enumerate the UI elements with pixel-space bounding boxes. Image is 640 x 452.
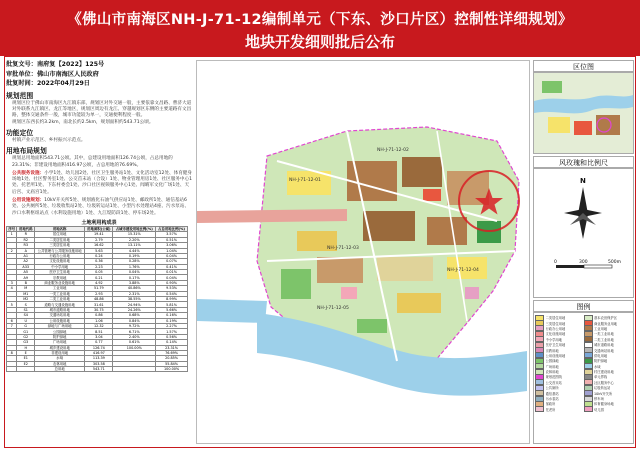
table-cell: 工业用地: [35, 286, 85, 291]
table-cell: 3.57%: [156, 232, 188, 237]
legend-label: 一类工业用地: [594, 332, 614, 337]
legend-label: 宗教用地: [545, 348, 559, 353]
table-cell: 23.31%: [156, 345, 188, 350]
table-cell: G3: [17, 340, 35, 345]
table-cell: 3: [7, 280, 17, 285]
table-cell: [113, 367, 156, 372]
table-cell: 0.01%: [156, 270, 188, 275]
table-cell: 76.69%: [156, 350, 188, 355]
table-cell: 13.11%: [113, 243, 156, 248]
table-cell: 0.56%: [156, 334, 188, 339]
table-cell: 0.86: [85, 313, 113, 318]
table-cell: 303.58: [85, 361, 113, 366]
land-text: 规划总用地面积543.71公顷。其中，总建设用地面积126.74公顷，占总用地的23.31%；非建设用地面积416.97公顷，占总用地的76.69%。: [12, 156, 173, 168]
industrial-block-2: [402, 157, 442, 187]
table-cell: R: [17, 232, 35, 237]
table-cell: 3.04: [85, 334, 113, 339]
table-cell: 道路与交通设施用地: [35, 302, 85, 307]
table-cell: E: [17, 350, 35, 355]
table-cell: 绿地与广场用地: [35, 323, 85, 328]
scope-text: 规划区位于佛山市南海区九江镇东部，规划区对外交通一般，主要依靠文昌路、曹济大道对外联系九江镇区、龙江等地区，规划区周边有龙江、穿越规划区东侧的主要道路有文昌路，整体交通条件一般，城市功能较为单一，交通便利程度一般。: [12, 100, 192, 119]
table-cell: 6.71%: [113, 329, 156, 334]
scope-text-2: 规划区东西长约3.2km，南北长约2.5km，规划面积约543.71公顷。: [12, 119, 154, 125]
table-cell: M2: [17, 297, 35, 302]
table-cell: 2.79: [85, 237, 113, 242]
table-cell: 416.97: [85, 350, 113, 355]
table-cell: H: [17, 345, 35, 350]
scale-heading: 风玫瑰和比例尺: [533, 156, 634, 168]
table-cell: 0.19%: [156, 318, 188, 323]
table-cell: 0.19%: [113, 253, 156, 258]
legend-label: 公交首末站: [545, 380, 562, 385]
table-cell: G2: [17, 334, 35, 339]
table-cell: E1: [17, 356, 35, 361]
table-cell: 0.14%: [156, 340, 188, 345]
table-cell: 宗教用地: [35, 275, 85, 280]
table-row: [7, 367, 188, 372]
legend-label: 农林用地: [545, 370, 559, 375]
table-cell: 公园绿地: [35, 329, 85, 334]
table-header-cell: 用地面积(公顷): [85, 226, 113, 231]
table-cell: 8: [7, 350, 17, 355]
table-cell: 30.75: [85, 307, 113, 312]
legend-item: [584, 407, 633, 412]
table-cell: 16.62: [85, 243, 113, 248]
table-cell: 543.71: [85, 367, 113, 372]
unit-label-5: NH-J-71-12-05: [317, 306, 349, 311]
public-heading: 公共服务设施：: [12, 170, 45, 176]
table-cell: 2.20%: [113, 237, 156, 242]
table-cell: 24.26%: [113, 307, 156, 312]
table-cell: 8.99%: [156, 297, 188, 302]
table-cell: 中小学用地: [35, 264, 85, 269]
table-cell: S: [17, 302, 35, 307]
legend-label: 10kV开关所: [594, 391, 613, 396]
legend-label: 商业服务业用地: [594, 321, 618, 326]
approval-doc-line: [6, 60, 192, 70]
table-body: [7, 232, 188, 372]
utility-paragraph: [12, 198, 192, 217]
table-cell: A33: [17, 264, 35, 269]
table-cell: 广场用地: [35, 340, 85, 345]
legend-label: 供电用地: [594, 353, 608, 358]
table-cell: 48.86: [85, 297, 113, 302]
table-cell: 1.06: [85, 318, 113, 323]
land-use-table: [6, 226, 188, 373]
table-cell: 0.28%: [113, 259, 156, 264]
legend-label: 幼儿园: [594, 407, 604, 412]
table-cell: 0.04%: [156, 253, 188, 258]
scope-heading: 规划范围: [6, 91, 34, 100]
table-cell: 3.88%: [113, 280, 156, 285]
table-cell: 12.32: [85, 323, 113, 328]
table-cell: 0.05: [85, 270, 113, 275]
park-green-1: [281, 269, 311, 299]
river-west: [197, 299, 267, 323]
legend-label: 托老所: [545, 407, 556, 412]
legend-item: [535, 407, 584, 412]
table-cell: 55.84%: [156, 361, 188, 366]
wind-rose-drawing: [534, 169, 633, 297]
table-cell: 2.31%: [113, 291, 156, 296]
table-cell: 31.61: [85, 302, 113, 307]
table-cell: 0.04%: [113, 270, 156, 275]
legend-label: 污水泵站: [545, 397, 559, 402]
table-cell: 医疗卫生用地: [35, 270, 85, 275]
legend-label: 邮政所: [545, 402, 556, 407]
official-seal: [454, 166, 524, 236]
table-cell: 51.79: [85, 286, 113, 291]
table-cell: U: [17, 318, 35, 323]
table-cell: 0.61%: [113, 340, 156, 345]
table-cell: 40.86%: [113, 286, 156, 291]
admin-block: [465, 287, 479, 299]
table-cell: A: [17, 248, 35, 253]
legend-label: 广场用地: [545, 364, 559, 369]
table-cell: 行政办公用地: [35, 253, 85, 258]
table-cell: 1.04%: [156, 248, 188, 253]
scale-label-300: 300: [579, 260, 588, 265]
legend-label: 文化设施用地: [545, 332, 566, 337]
table-cell: 0.68%: [113, 313, 156, 318]
table-cell: 19.41: [85, 232, 113, 237]
table-cell: 非建设用地: [35, 350, 85, 355]
highway-corridor: [197, 209, 347, 223]
table-cell: B: [17, 280, 35, 285]
legend-swatch: [535, 406, 544, 412]
table-cell: M: [17, 286, 35, 291]
side-panel: [533, 60, 634, 444]
page-subtitle: 地块开发细则批后公布: [244, 33, 395, 51]
table-cell: 0.17%: [113, 275, 156, 280]
table-header-cell: 序号: [8, 227, 16, 232]
location-area-3: [596, 115, 620, 135]
scale-label-0: 0: [554, 260, 557, 265]
location-map-drawing: [534, 73, 633, 153]
table-cell: S4: [17, 313, 35, 318]
table-cell: 总用地: [35, 367, 85, 372]
utility-heading: 公用设施规划：: [12, 198, 45, 204]
seal-star-icon: [475, 188, 503, 215]
legend-label: 行政办公用地: [545, 326, 566, 331]
table-cell: 0.84%: [113, 318, 156, 323]
scale-panel: [533, 168, 634, 298]
scale-bar-segment-2: [584, 265, 612, 268]
table-cell: 5.66%: [156, 307, 188, 312]
table-cell: 9.72%: [113, 323, 156, 328]
public-paragraph: [12, 171, 192, 196]
legend-label: 医疗卫生用地: [545, 343, 566, 348]
page-title: 《佛山市南海区NH-J-71-12编制单元（下东、沙口片区）控制性详细规划》: [67, 12, 573, 28]
table-cell: 0.90%: [156, 280, 188, 285]
table-cell: 农林用地: [35, 361, 85, 366]
table-cell: 0.04%: [156, 275, 188, 280]
land-use-table-title: 土地利用构成表: [81, 219, 117, 226]
legend-swatch: [584, 406, 593, 412]
park-green-2: [357, 319, 387, 333]
legend-label: 通信基站: [545, 391, 559, 396]
table-cell: 2.27%: [156, 323, 188, 328]
table-cell: E2: [17, 361, 35, 366]
table-cell: 2.23: [85, 264, 113, 269]
table-cell: 0.24: [85, 253, 113, 258]
table-cell: 0.77: [85, 340, 113, 345]
table-cell: 城乡建设用地: [35, 345, 85, 350]
legend-heading: 图例: [533, 300, 634, 312]
table-cell: 一类工业用地: [35, 291, 85, 296]
table-cell: 24.94%: [113, 302, 156, 307]
table-cell: 4: [7, 286, 17, 291]
legend-label: 水域: [594, 364, 601, 369]
table-cell: 交通场站用地: [35, 313, 85, 318]
table-cell: 0.41%: [156, 264, 188, 269]
table-cell: 15.31%: [113, 232, 156, 237]
table-cell: 100.00%: [156, 367, 188, 372]
table-cell: 水域: [35, 356, 85, 361]
table-cell: [17, 367, 35, 372]
scale-bar-segment-1: [556, 265, 584, 268]
table-cell: G1: [17, 329, 35, 334]
table-cell: A1: [17, 253, 35, 258]
approval-doc-label: 批复文号：: [6, 61, 37, 68]
table-cell: 6: [7, 318, 17, 323]
table-cell: [7, 367, 17, 372]
table-cell: 公用设施用地: [35, 318, 85, 323]
function-heading: 功能定位: [6, 128, 34, 137]
table-cell: 居住用地: [35, 232, 85, 237]
table-cell: 4.44%: [113, 248, 156, 253]
table-cell: 5.81%: [156, 302, 188, 307]
location-map: [533, 72, 634, 154]
table-cell: A9: [17, 275, 35, 280]
unit-label-2: NH-J-71-12-02: [377, 148, 409, 153]
table-cell: 5: [7, 302, 17, 307]
table-cell: 2.93: [85, 291, 113, 296]
table-cell: 0.21: [85, 275, 113, 280]
legend-label: 公用设施用地: [545, 353, 566, 358]
school-block: [341, 287, 357, 299]
text-column: [6, 60, 192, 444]
table-cell: 8.51: [85, 329, 113, 334]
approval-doc-value: 南府复【2022】125号: [36, 61, 105, 68]
table-cell: 1: [7, 232, 17, 237]
legend-label: 城市道路用地: [594, 343, 614, 348]
legend-label: 村庄建设用地: [594, 370, 614, 375]
approval-date-value: 2022年04月29日: [36, 80, 90, 88]
table-cell: A5: [17, 270, 35, 275]
approval-date-line: [6, 79, 192, 89]
industrial-block-6: [317, 257, 363, 283]
unit-label-1: NH-J-71-12-01: [289, 178, 321, 183]
table-header-cell: 占总用地比例(%): [156, 226, 188, 231]
table-cell: 0.16%: [156, 313, 188, 318]
approval-org-value: 佛山市南海区人民政府: [36, 70, 99, 78]
table-cell: 0.51%: [156, 237, 188, 242]
table-cell: 1.76%: [113, 264, 156, 269]
table-header-cell: 占城市建设用地比例(%): [113, 226, 156, 231]
utility-text: 10kV开关所5处、规划液化石油气供应站1处、邮政所1处、通信基站6处、公共厕所5处、垃圾收集站2处、垃圾转运站1处、小型污水处理站4座、污水泵站、沙口水利枢纽站点（水利设施用地）1处、九江堤防段1处、停车场2处。: [12, 198, 190, 216]
table-cell: 100.00%: [113, 345, 156, 350]
table-cell: 2: [7, 248, 17, 253]
table-cell: 3.06%: [156, 243, 188, 248]
table-cell: 0.54%: [156, 291, 188, 296]
public-text: 小学1处、幼儿园2处、社区卫生服务站1处、文化活动室12处、体育健身场地1处、社区警务室1处、公交首末站（合设）1处、物业管理用房1处、社区服务中心1处、托老所1处、下东村委会1处、沙口社区视频服务中心1处、闻晴军文化广场1处、天后宫、文庙宫1处。: [12, 170, 192, 195]
land-heading: 用地布局规划: [6, 147, 47, 156]
legend-label: 工业用地: [594, 326, 608, 331]
legend-label: 公园绿地: [545, 359, 559, 364]
north-label: N: [580, 177, 586, 185]
commercial-block-1: [423, 189, 441, 201]
table-cell: 公共管理与公共服务设施用地: [35, 248, 85, 253]
location-area-1: [548, 117, 570, 133]
scale-label-500m: 500m: [608, 260, 621, 265]
table-cell: 7: [7, 323, 17, 328]
legend-label: 规划范围线: [545, 375, 562, 380]
table-cell: A2: [17, 259, 35, 264]
legend-label: 公共厕所: [545, 386, 559, 391]
table-header-cell: 用地名称: [35, 226, 85, 231]
legend-label: 交通场站用地: [594, 348, 614, 353]
table-cell: R2: [17, 237, 35, 242]
approval-org-line: [6, 70, 192, 80]
table-cell: 2.40%: [113, 334, 156, 339]
legend-label: 社区服务中心: [594, 380, 614, 385]
table-cell: 1.57%: [156, 329, 188, 334]
unit-label-4: NH-J-71-12-04: [447, 268, 479, 273]
table-cell: 5.63: [85, 248, 113, 253]
land-use-map: [196, 60, 530, 444]
legend-label: 三类居住用地: [545, 321, 566, 326]
table-header-cell: 用地代码: [17, 226, 35, 231]
table-cell: 4.92: [85, 280, 113, 285]
legend-label: 二类居住用地: [545, 316, 566, 321]
table-cell: M1: [17, 291, 35, 296]
table-cell: G: [17, 323, 35, 328]
map-drawing: [197, 61, 529, 443]
approval-org-label: 审批单位：: [6, 70, 37, 78]
village-block-1: [377, 257, 433, 281]
legend-label: 二类工业用地: [594, 337, 614, 342]
location-heading: 区位图: [533, 60, 634, 72]
function-text: 村镇产业示范区、乡村振兴示范点。: [12, 137, 86, 143]
legend-label: 中小学用地: [545, 337, 562, 342]
title-banner: [0, 0, 640, 56]
approval-date-label: 批复时间：: [6, 80, 37, 88]
table-cell: 20.85%: [156, 356, 188, 361]
legend-label: 基本农田保护区: [594, 316, 618, 321]
table-cell: 二类居住用地: [35, 237, 85, 242]
residential-block-4: [397, 293, 441, 313]
legend-label: 防护绿地: [594, 359, 608, 364]
legend: [533, 312, 634, 444]
table-cell: 38.55%: [113, 297, 156, 302]
table-cell: 城市道路用地: [35, 307, 85, 312]
legend-label: 垃圾转运站: [594, 386, 611, 391]
table-cell: R3: [17, 243, 35, 248]
location-area-4: [542, 81, 562, 93]
table-cell: S1: [17, 307, 35, 312]
legend-label: 体育健身场地: [594, 402, 614, 407]
table-cell: 三类居住用地: [35, 243, 85, 248]
table-cell: 防护绿地: [35, 334, 85, 339]
table-cell: 113.39: [85, 356, 113, 361]
table-cell: 126.74: [85, 345, 113, 350]
unit-label-3: NH-J-71-12-03: [327, 246, 359, 251]
legend-label: 停车场: [594, 397, 604, 402]
table-cell: 0.07%: [156, 259, 188, 264]
location-area-2: [574, 121, 592, 135]
table-cell: 文化设施用地: [35, 259, 85, 264]
table-cell: 0.36: [85, 259, 113, 264]
table-cell: 9.53%: [156, 286, 188, 291]
table-cell: 二类工业用地: [35, 297, 85, 302]
legend-label: 单元界线: [594, 375, 608, 380]
table-cell: 商业服务业设施用地: [35, 280, 85, 285]
